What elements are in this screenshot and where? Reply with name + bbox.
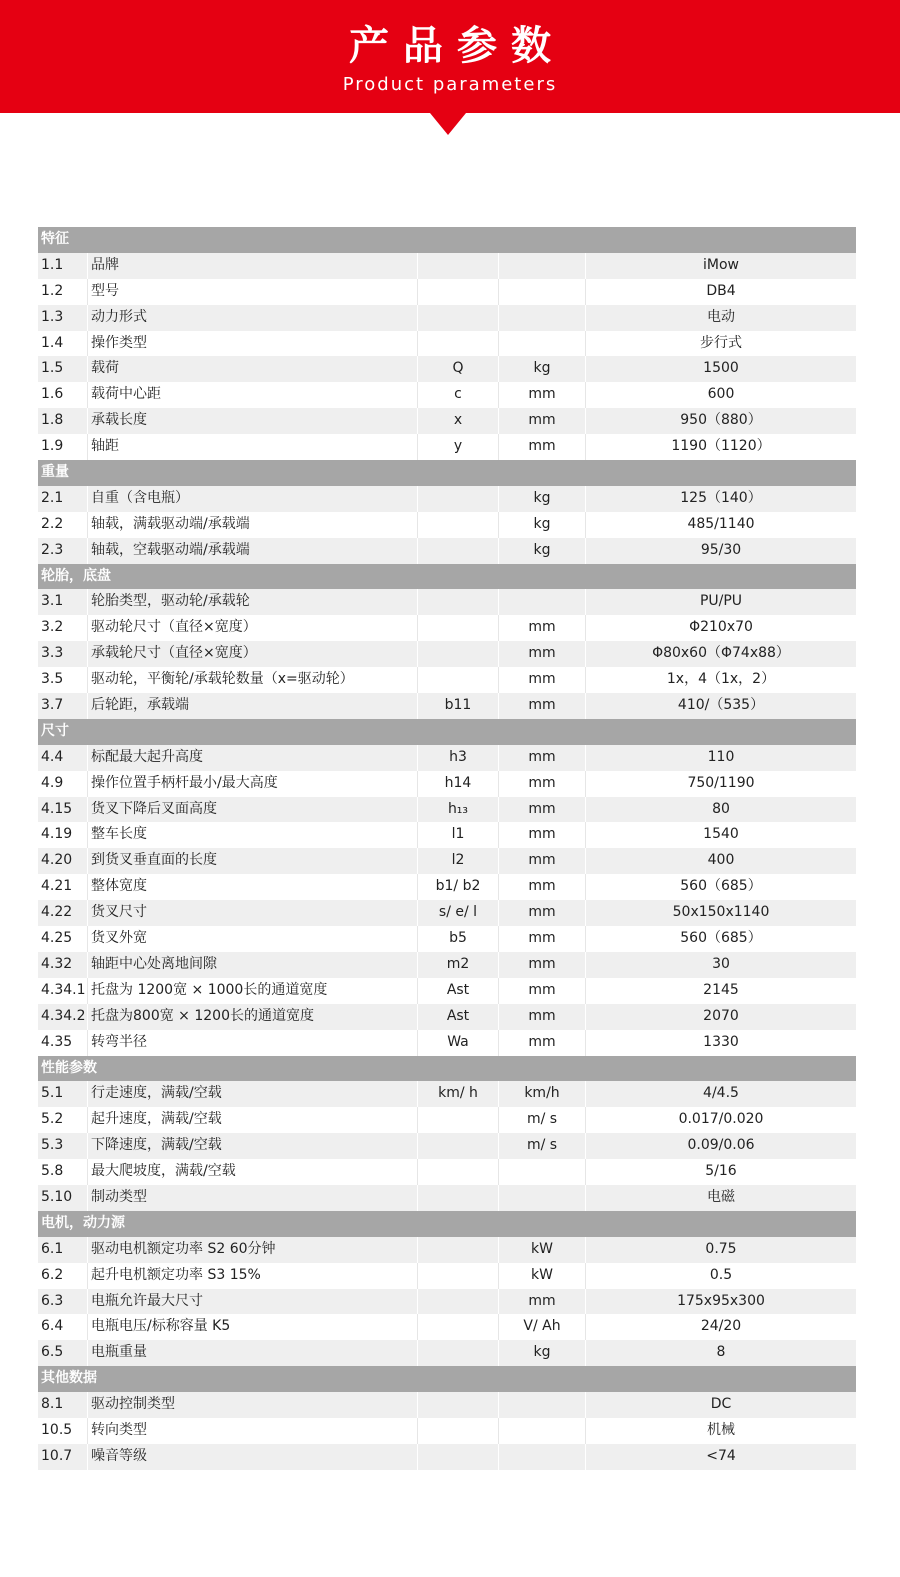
- row-number: 6.3: [38, 1289, 88, 1315]
- row-number: 4.34.1: [38, 978, 88, 1004]
- row-name: 驱动轮尺寸（直径×宽度）: [88, 615, 418, 641]
- page-title: 产品参数: [349, 23, 565, 69]
- row-symbol: [418, 1444, 499, 1470]
- row-number: 4.25: [38, 926, 88, 952]
- row-name: 起升速度，满载/空载: [88, 1107, 418, 1133]
- row-unit: [499, 279, 586, 305]
- row-symbol: [418, 253, 499, 279]
- table-row: [38, 538, 856, 564]
- row-number: 1.1: [38, 253, 88, 279]
- row-symbol: c: [418, 382, 499, 408]
- row-value: 400: [707, 852, 735, 869]
- row-number: 3.2: [38, 615, 88, 641]
- row-unit: kW: [499, 1263, 586, 1289]
- row-unit: km/h: [499, 1081, 586, 1107]
- row-symbol: [418, 667, 499, 693]
- section-header: [38, 1211, 856, 1237]
- row-number: 2.1: [38, 486, 88, 512]
- table-row: [38, 797, 856, 823]
- row-unit: mm: [499, 822, 586, 848]
- row-symbol: [418, 486, 499, 512]
- row-number: 6.5: [38, 1340, 88, 1366]
- row-unit: mm: [499, 641, 586, 667]
- page-subtitle: Product parameters: [342, 74, 558, 95]
- row-name: 货叉下降后叉面高度: [88, 797, 418, 823]
- row-number: 1.4: [38, 331, 88, 357]
- row-unit: mm: [499, 900, 586, 926]
- row-unit: mm: [499, 1004, 586, 1030]
- table-row: [38, 1314, 856, 1340]
- row-name: 轴距中心处离地间隙: [88, 952, 418, 978]
- row-value: PU/PU: [699, 593, 743, 610]
- row-value: 1330: [703, 1033, 739, 1050]
- row-value: 1x，4（1x，2）: [666, 671, 776, 688]
- row-unit: mm: [499, 1289, 586, 1315]
- row-symbol: [418, 1392, 499, 1418]
- row-unit: mm: [499, 952, 586, 978]
- row-name: 承载长度: [88, 408, 418, 434]
- row-symbol: [418, 1185, 499, 1211]
- row-unit: kg: [499, 356, 586, 382]
- row-symbol: [418, 538, 499, 564]
- row-symbol: Q: [418, 356, 499, 382]
- row-unit: mm: [499, 434, 586, 460]
- row-name: 到货叉垂直面的长度: [88, 848, 418, 874]
- table-row: [38, 874, 856, 900]
- row-number: 2.3: [38, 538, 88, 564]
- table-row: [38, 1392, 856, 1418]
- row-name: 电瓶允许最大尺寸: [88, 1289, 418, 1315]
- row-value: 175x95x300: [677, 1292, 765, 1309]
- row-value: 1500: [703, 360, 739, 377]
- table-row: [38, 745, 856, 771]
- row-unit: [499, 305, 586, 331]
- table-row: [38, 279, 856, 305]
- table-row: [38, 356, 856, 382]
- table-row: [38, 331, 856, 357]
- table-row: [38, 486, 856, 512]
- row-unit: mm: [499, 978, 586, 1004]
- header-banner: [0, 0, 900, 113]
- table-row: [38, 408, 856, 434]
- table-row: [38, 1444, 856, 1470]
- row-number: 6.2: [38, 1263, 88, 1289]
- table-row: [38, 615, 856, 641]
- row-number: 4.22: [38, 900, 88, 926]
- row-value: 4/4.5: [703, 1085, 739, 1102]
- row-unit: mm: [499, 408, 586, 434]
- row-value: 30: [712, 955, 730, 972]
- row-symbol: b5: [418, 926, 499, 952]
- row-name: 托盘为800宽 × 1200长的通道宽度: [88, 1004, 418, 1030]
- row-unit: V/ Ah: [499, 1314, 586, 1340]
- row-name: 自重（含电瓶）: [88, 486, 418, 512]
- row-number: 6.1: [38, 1237, 88, 1263]
- row-number: 5.3: [38, 1133, 88, 1159]
- row-number: 4.15: [38, 797, 88, 823]
- row-number: 4.32: [38, 952, 88, 978]
- row-number: 5.8: [38, 1159, 88, 1185]
- row-unit: m/ s: [499, 1107, 586, 1133]
- row-value: 560（685）: [680, 930, 762, 947]
- row-number: 10.5: [38, 1418, 88, 1444]
- row-unit: [499, 253, 586, 279]
- row-name: 操作类型: [88, 331, 418, 357]
- row-unit: kg: [499, 486, 586, 512]
- row-name: 驱动轮，平衡轮/承载轮数量（x=驱动轮）: [88, 667, 418, 693]
- row-number: 1.6: [38, 382, 88, 408]
- row-name: 标配最大起升高度: [88, 745, 418, 771]
- row-symbol: [418, 589, 499, 615]
- row-value: 2145: [703, 981, 739, 998]
- table-row: [38, 848, 856, 874]
- row-value: 步行式: [700, 334, 742, 351]
- row-name: 下降速度，满载/空载: [88, 1133, 418, 1159]
- row-value: 电动: [707, 308, 735, 325]
- row-number: 1.3: [38, 305, 88, 331]
- row-value: 0.09/0.06: [687, 1137, 755, 1154]
- row-value: DB4: [706, 282, 736, 299]
- row-name: 承载轮尺寸（直径×宽度）: [88, 641, 418, 667]
- section-header: [38, 719, 856, 745]
- section-title: 轮胎，底盘: [41, 567, 111, 584]
- row-symbol: h3: [418, 745, 499, 771]
- row-value: 50x150x1140: [672, 904, 770, 921]
- row-symbol: y: [418, 434, 499, 460]
- row-unit: m/ s: [499, 1133, 586, 1159]
- row-name: 起升电机额定功率 S3 15%: [88, 1263, 418, 1289]
- row-number: 1.5: [38, 356, 88, 382]
- table-row: [38, 952, 856, 978]
- row-symbol: m2: [418, 952, 499, 978]
- row-number: 3.5: [38, 667, 88, 693]
- table-row: [38, 1340, 856, 1366]
- row-unit: mm: [499, 874, 586, 900]
- table-row: [38, 822, 856, 848]
- row-name: 轴距: [88, 434, 418, 460]
- section-header: [38, 1056, 856, 1082]
- row-unit: [499, 331, 586, 357]
- row-name: 型号: [88, 279, 418, 305]
- row-value: 110: [707, 748, 735, 765]
- row-symbol: [418, 1133, 499, 1159]
- row-number: 3.1: [38, 589, 88, 615]
- row-value: 1540: [703, 826, 739, 843]
- row-unit: [499, 1392, 586, 1418]
- table-row: [38, 1004, 856, 1030]
- row-symbol: [418, 1340, 499, 1366]
- row-symbol: [418, 1289, 499, 1315]
- row-symbol: Wa: [418, 1030, 499, 1056]
- row-symbol: [418, 1237, 499, 1263]
- row-value: 电磁: [707, 1188, 735, 1205]
- row-number: 6.4: [38, 1314, 88, 1340]
- table-row: [38, 1081, 856, 1107]
- row-symbol: [418, 331, 499, 357]
- row-unit: mm: [499, 615, 586, 641]
- row-name: 制动类型: [88, 1185, 418, 1211]
- row-symbol: [418, 1107, 499, 1133]
- row-symbol: b1/ b2: [418, 874, 499, 900]
- row-name: 整车长度: [88, 822, 418, 848]
- row-value: 410/（535）: [677, 697, 765, 714]
- row-name: 货叉尺寸: [88, 900, 418, 926]
- table-row: [38, 926, 856, 952]
- row-value: 机械: [707, 1421, 735, 1438]
- row-name: 货叉外宽: [88, 926, 418, 952]
- row-value: 950（880）: [680, 412, 762, 429]
- row-value: 8: [716, 1344, 726, 1361]
- row-symbol: [418, 279, 499, 305]
- row-number: 8.1: [38, 1392, 88, 1418]
- row-symbol: x: [418, 408, 499, 434]
- row-number: 1.2: [38, 279, 88, 305]
- row-name: 轴载，空载驱动端/承载端: [88, 538, 418, 564]
- row-value: 0.75: [705, 1240, 737, 1257]
- row-symbol: [418, 641, 499, 667]
- section-title: 重量: [41, 464, 69, 481]
- row-number: 4.19: [38, 822, 88, 848]
- row-symbol: h14: [418, 771, 499, 797]
- row-unit: [499, 589, 586, 615]
- row-unit: mm: [499, 382, 586, 408]
- row-symbol: [418, 305, 499, 331]
- row-name: 最大爬坡度，满载/空载: [88, 1159, 418, 1185]
- row-unit: kg: [499, 512, 586, 538]
- table-row: [38, 305, 856, 331]
- row-number: 4.20: [38, 848, 88, 874]
- row-unit: mm: [499, 926, 586, 952]
- table-row: [38, 667, 856, 693]
- row-symbol: l2: [418, 848, 499, 874]
- row-symbol: [418, 1263, 499, 1289]
- row-symbol: [418, 615, 499, 641]
- table-row: [38, 693, 856, 719]
- table-row: [38, 771, 856, 797]
- row-number: 3.3: [38, 641, 88, 667]
- row-value: 24/20: [700, 1318, 742, 1335]
- table-row: [38, 512, 856, 538]
- table-row: [38, 641, 856, 667]
- section-title: 电机，动力源: [41, 1214, 125, 1231]
- row-unit: mm: [499, 771, 586, 797]
- row-unit: kg: [499, 538, 586, 564]
- row-value: <74: [706, 1447, 736, 1464]
- table-row: [38, 589, 856, 615]
- row-symbol: [418, 512, 499, 538]
- row-name: 电瓶电压/标称容量 K5: [88, 1314, 418, 1340]
- table-row: [38, 1133, 856, 1159]
- row-value: 0.017/0.020: [678, 1111, 764, 1128]
- row-number: 1.9: [38, 434, 88, 460]
- row-symbol: Ast: [418, 1004, 499, 1030]
- table-row: [38, 1107, 856, 1133]
- row-unit: kW: [499, 1237, 586, 1263]
- row-value: 125（140）: [680, 489, 762, 506]
- row-symbol: [418, 1418, 499, 1444]
- table-row: [38, 1185, 856, 1211]
- row-name: 整体宽度: [88, 874, 418, 900]
- table-row: [38, 434, 856, 460]
- row-value: 750/1190: [687, 774, 755, 791]
- row-number: 4.35: [38, 1030, 88, 1056]
- row-value: Φ80x60（Φ74x88）: [652, 645, 790, 662]
- row-value: 560（685）: [680, 878, 762, 895]
- row-value: 485/1140: [687, 515, 755, 532]
- row-name: 托盘为 1200宽 × 1000长的通道宽度: [88, 978, 418, 1004]
- table-row: [38, 900, 856, 926]
- row-number: 5.2: [38, 1107, 88, 1133]
- row-value: 1190（1120）: [671, 438, 771, 455]
- row-name: 驱动控制类型: [88, 1392, 418, 1418]
- row-name: 后轮距，承载端: [88, 693, 418, 719]
- row-value: 600: [707, 386, 735, 403]
- table-row: [38, 1418, 856, 1444]
- table-row: [38, 1237, 856, 1263]
- row-value: 5/16: [705, 1163, 737, 1180]
- row-name: 操作位置手柄杆最小/最大高度: [88, 771, 418, 797]
- table-row: [38, 978, 856, 1004]
- row-unit: mm: [499, 1030, 586, 1056]
- row-name: 轮胎类型，驱动轮/承载轮: [88, 589, 418, 615]
- row-number: 1.8: [38, 408, 88, 434]
- row-unit: mm: [499, 745, 586, 771]
- row-symbol: km/ h: [418, 1081, 499, 1107]
- row-unit: mm: [499, 797, 586, 823]
- table-row: [38, 1263, 856, 1289]
- row-number: 4.9: [38, 771, 88, 797]
- row-unit: [499, 1159, 586, 1185]
- section-header: [38, 564, 856, 590]
- row-name: 转向类型: [88, 1418, 418, 1444]
- row-symbol: Ast: [418, 978, 499, 1004]
- row-symbol: l1: [418, 822, 499, 848]
- row-symbol: [418, 1314, 499, 1340]
- row-name: 电瓶重量: [88, 1340, 418, 1366]
- row-number: 2.2: [38, 512, 88, 538]
- table-row: [38, 1159, 856, 1185]
- row-name: 转弯半径: [88, 1030, 418, 1056]
- section-header: [38, 460, 856, 486]
- row-name: 载荷中心距: [88, 382, 418, 408]
- table-row: [38, 1289, 856, 1315]
- row-number: 5.1: [38, 1081, 88, 1107]
- row-value: iMow: [703, 256, 739, 273]
- row-value: Φ210x70: [689, 619, 753, 636]
- row-value: 95/30: [700, 541, 742, 558]
- row-number: 4.4: [38, 745, 88, 771]
- row-symbol: [418, 1159, 499, 1185]
- row-value: 2070: [703, 1007, 739, 1024]
- row-symbol: s/ e/ l: [418, 900, 499, 926]
- row-name: 行走速度，满载/空载: [88, 1081, 418, 1107]
- table-row: [38, 382, 856, 408]
- row-symbol: b11: [418, 693, 499, 719]
- row-symbol: h₁₃: [418, 797, 499, 823]
- row-name: 载荷: [88, 356, 418, 382]
- section-title: 尺寸: [41, 722, 69, 739]
- row-number: 3.7: [38, 693, 88, 719]
- row-name: 动力形式: [88, 305, 418, 331]
- section-title: 性能参数: [41, 1059, 97, 1076]
- row-value: 0.5: [709, 1266, 733, 1283]
- row-value: 80: [712, 800, 730, 817]
- banner-pointer: [430, 113, 466, 135]
- row-unit: [499, 1444, 586, 1470]
- table-row: [38, 253, 856, 279]
- row-number: 10.7: [38, 1444, 88, 1470]
- section-title: 其他数据: [41, 1370, 97, 1387]
- row-unit: mm: [499, 693, 586, 719]
- row-unit: mm: [499, 848, 586, 874]
- row-number: 4.21: [38, 874, 88, 900]
- section-title: 特征: [41, 231, 69, 247]
- row-name: 轴载，满载驱动端/承载端: [88, 512, 418, 538]
- row-unit: kg: [499, 1340, 586, 1366]
- row-name: 噪音等级: [88, 1444, 418, 1470]
- row-number: 4.34.2: [38, 1004, 88, 1030]
- row-unit: [499, 1418, 586, 1444]
- row-unit: mm: [499, 667, 586, 693]
- row-unit: [499, 1185, 586, 1211]
- spec-table: [38, 227, 856, 1470]
- row-name: 品牌: [88, 253, 418, 279]
- row-value: DC: [710, 1396, 732, 1413]
- table-row: [38, 1030, 856, 1056]
- section-header: [38, 1366, 856, 1392]
- row-name: 驱动电机额定功率 S2 60分钟: [88, 1237, 418, 1263]
- section-header: [38, 227, 856, 253]
- row-number: 5.10: [38, 1185, 88, 1211]
